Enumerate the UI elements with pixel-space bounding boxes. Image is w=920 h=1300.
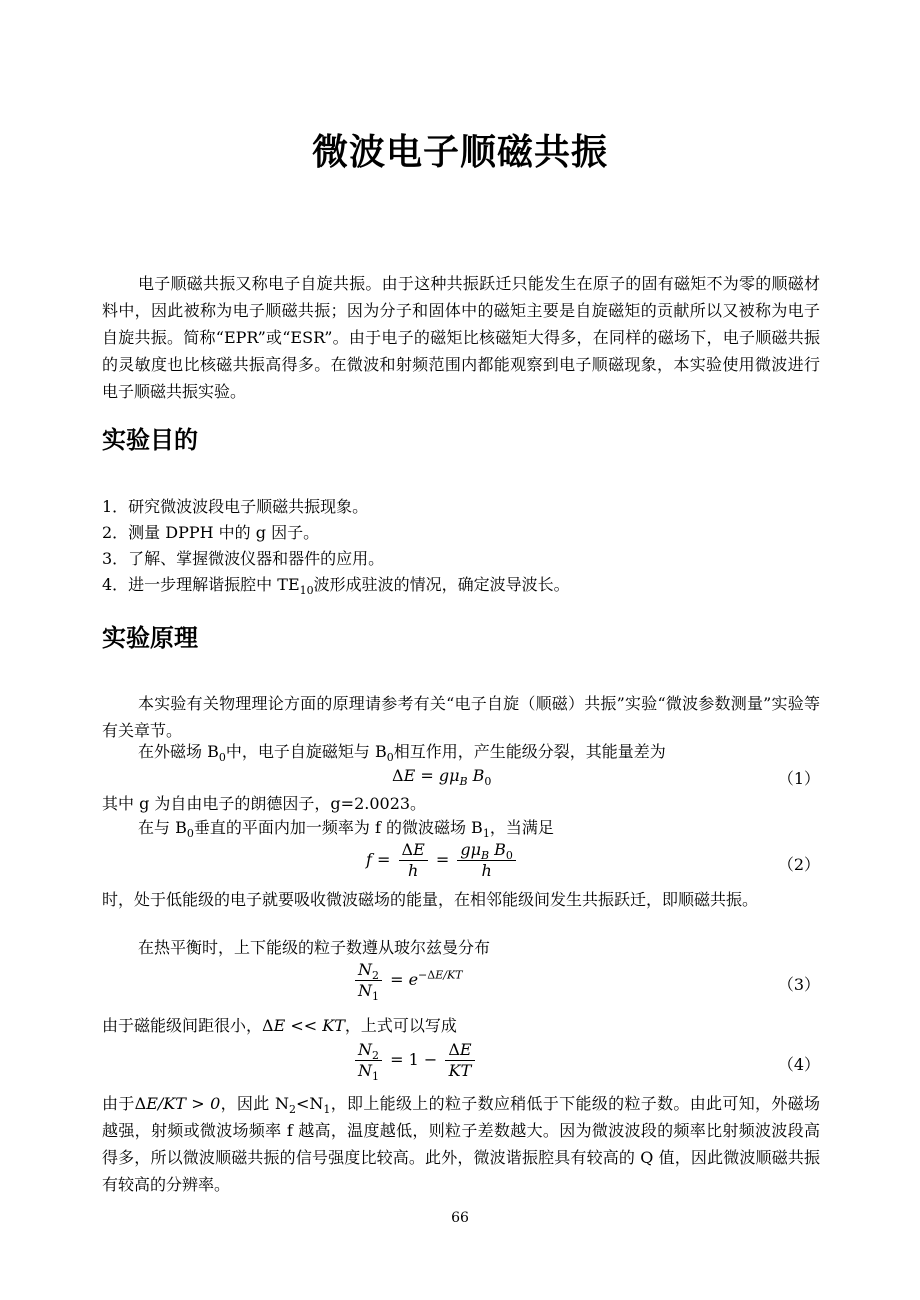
section-heading-objectives: 实验目的: [102, 426, 198, 454]
equation-4-number: （4）: [777, 1055, 820, 1074]
equation-1-number: （1）: [777, 769, 820, 788]
equation-3-formula: $\frac{N_2}{N_1}$ = $e^{-\Delta E/KT}$: [352, 960, 463, 1001]
objectives-list: [102, 494, 570, 598]
list-item: 2．测量 DPPH 中的 g 因子。: [102, 523, 320, 542]
principles-paragraph-2: 在外磁场 $B_0$中，电子自旋磁矩与 $B_0$相互作用，产生能级分裂，其能量差为: [138, 742, 666, 765]
section-heading-principles: 实验原理: [102, 624, 198, 652]
principles-paragraph-8: 由于ΔE/KT > 0，因此 $N_2<N_1$，即上能级上的粒子数应稍低于下能级的粒子数。由此可知，外磁场越强，射频或微波场频率 f 越高，温度越低，则粒子差数越大。因为微波波段的频率比射频波波段高得多，所以微波顺磁共振的信号强度比较高。此外，微波谐振腔具有较高的 Q 值，因此微波顺磁共振有较高的分辨率。: [102, 1094, 820, 1194]
equation-3: [0, 960, 920, 1006]
document-title: 微波电子顺磁共振: [311, 132, 608, 173]
intro-paragraph: 电子顺磁共振又称电子自旋共振。由于这种共振跃迁只能发生在原子的固有磁矩不为零的顺磁材料中，因此被称为电子顺磁共振；因为分子和固体中的磁矩主要是自旋磁矩的贡献所以又被称为电子自旋共振。简称“EPR”或“ESR”。由于电子的磁矩比核磁矩大得多，在同样的磁场下，电子顺磁共振的灵敏度也比核磁共振高得多。在微波和射频范围内都能观察到电子顺磁现象，本实验使用微波进行电子顺磁共振实验。: [102, 274, 820, 401]
principles-paragraph-4: 在与 $B_0$垂直的平面内加一频率为 f 的微波磁场 $B_1$，当满足: [138, 818, 554, 841]
equation-4: [0, 1040, 920, 1086]
equation-4-formula: $\frac{N_2}{N_1}$ = 1 − $\frac{\Delta E}{KT}$: [352, 1040, 478, 1081]
principles-paragraph-6: 在热平衡时，上下能级的粒子数遵从玻尔兹曼分布: [138, 938, 491, 957]
equation-1-formula: $\Delta E = g\mu_B$ $B_0$: [392, 766, 492, 789]
principles-paragraph-7: 由于磁能级间距很小，ΔE << KT，上式可以写成: [102, 1016, 457, 1035]
list-item: 4．进一步理解谐振腔中 $TE_{10}$波形成驻波的情况，确定波导波长。: [102, 575, 570, 598]
equation-2-number: （2）: [777, 855, 820, 874]
list-item: 3．了解、掌握微波仪器和器件的应用。: [102, 549, 385, 568]
equation-2-formula: f = $\frac{\Delta E}{h}$ = $\frac{g\mu_B B_0}{h}$: [366, 840, 519, 881]
principles-paragraph-3: 其中 g 为自由电子的朗德因子，g=2.0023。: [102, 794, 427, 813]
page-number: 66: [451, 1210, 469, 1226]
equation-3-number: （3）: [777, 975, 820, 994]
principles-paragraph-5: 时，处于低能级的电子就要吸收微波磁场的能量，在相邻能级间发生共振跃迁，即顺磁共振。: [102, 890, 759, 909]
equation-2: [0, 840, 920, 886]
principles-paragraph-1: 本实验有关物理理论方面的原理请参考有关“电子自旋（顺磁）共振”实验“微波参数测量”实验等有关章节。: [102, 694, 820, 740]
list-item: 1．研究微波波段电子顺磁共振现象。: [102, 497, 369, 516]
